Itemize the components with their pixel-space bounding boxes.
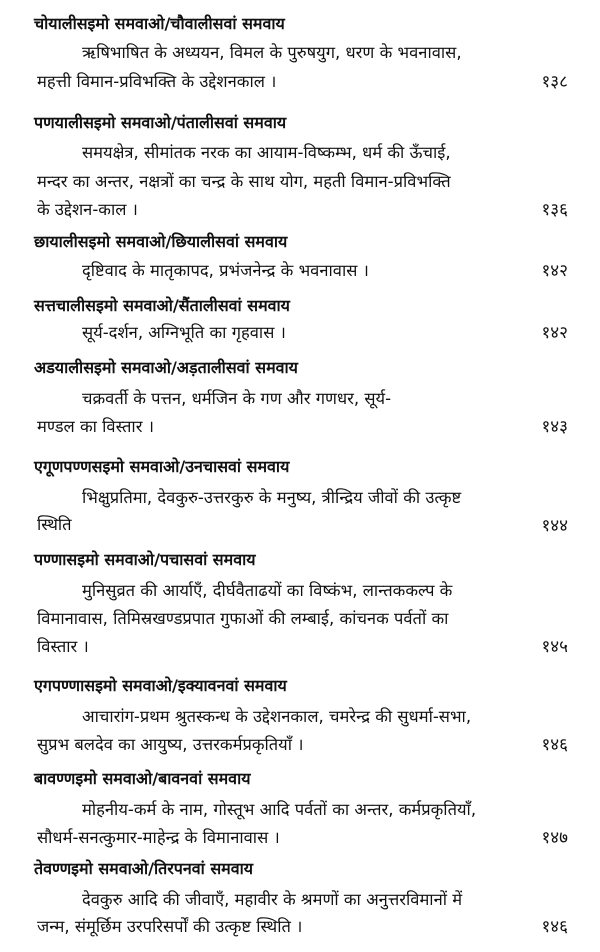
section-text-line: जन्म, संमूर्छिम उरपरिसर्पों की उत्कृष्ट स्थिति । [37,917,303,936]
section-text-line: महत्ती विमान-प्रविभक्ति के उद्देशनकाल । [37,72,277,91]
section-text-line: के उद्देशन-काल । [37,200,138,219]
page-number: १४४ [541,516,568,536]
section-heading: तेवण्णइमो समवाओ/तिरपनवां समवाय [34,859,254,878]
page-number: १४६ [541,735,568,755]
section-heading: चोयालीसइमो समवाओ/चौवालीसवां समवाय [34,14,285,33]
section-heading: अडयालीसइमो समवाओ/अड़तालीसवां समवाय [34,358,298,377]
section-text-line: विस्तार । [37,637,89,656]
section-heading: पण्णासइमो समवाओ/पचासवां समवाय [34,550,256,569]
section-heading: छायालीसइमो समवाओ/छियालीसवां समवाय [34,232,288,251]
section-text-line: सौधर्म-सनत्कुमार-माहेन्द्र के विमानावास । [37,828,280,847]
section-heading: एगूणपण्णसइमो समवाओ/उनचासवां समवाय [34,457,290,476]
section-heading: सत्तचालीसइमो समवाओ/सैंतालीसवां समवाय [34,296,290,315]
section-text-line: मोहनीय-कर्म के नाम, गोस्तूभ आदि पर्वतों का अन्तर, कर्मप्रकृतियाँ, [82,800,477,819]
section-text-line: ऋषिभाषित के अध्ययन, विमल के पुरुषयुग, धरण के भवनावास, [82,43,462,62]
page-number: १४३ [541,417,568,437]
section-text-line: मन्दर का अन्तर, नक्षत्रों का चन्द्र के साथ योग, महती विमान-प्रविभक्ति [37,172,451,191]
section-text-line: आचारांग-प्रथम श्रुतस्कन्ध के उद्देशनकाल, चमरेन्द्र की सुधर्मा-सभा, [82,707,472,726]
section-text-line: समयक्षेत्र, सीमांतक नरक का आयाम-विष्कम्भ, धर्म की ऊँचाई, [82,143,451,162]
page-number: १४६ [541,917,568,937]
section-heading: एगपण्णासइमो समवाओ/इक्यावनवां समवाय [34,676,287,695]
section-heading: बावण्णइमो समवाओ/बावनवां समवाय [34,769,251,788]
section-text-line: सुप्रभ बलदेव का आयुष्य, उत्तरकर्मप्रकृतियाँ । [37,735,304,754]
section-text-line: मुनिसुव्रत की आर्याएँ, दीर्घवैताढयों का विष्कंभ, लान्तककल्प के [82,581,453,600]
section-text-line: विमानावास, तिमिस्रखण्डप्रपात गुफाओं की लम्बाई, कांचनक पर्वतों का [37,609,449,628]
page-number: १३८ [541,72,568,92]
page-number: १४७ [541,828,568,848]
page-number: १४५ [541,637,568,657]
section-text-line: चक्रवर्ती के पत्तन, धर्मजिन के गण और गणधर, सूर्य- [82,389,392,408]
page-number: १३६ [541,200,568,220]
page-number: १४२ [541,261,568,281]
section-text-line: मण्डल का विस्तार । [37,417,154,436]
page-number: १४२ [541,323,568,343]
section-text-line: दृष्टिवाद के मातृकापद, प्रभंजनेन्द्र के भवनावास । [82,261,369,280]
section-heading: पणयालीसइमो समवाओ/पंतालीसवां समवाय [34,113,287,132]
section-text-line: भिक्षुप्रतिमा, देवकुरु-उत्तरकुरु के मनुष्य, त्रीन्द्रिय जीवों की उत्कृष्ट [82,488,462,507]
section-text-line: देवकुरु आदि की जीवाएँ, महावीर के श्रमणों का अनुत्तरविमानों में [82,890,463,909]
section-text-line: स्थिति [37,515,72,534]
section-text-line: सूर्य-दर्शन, अग्निभूति का गृहवास । [82,323,286,342]
